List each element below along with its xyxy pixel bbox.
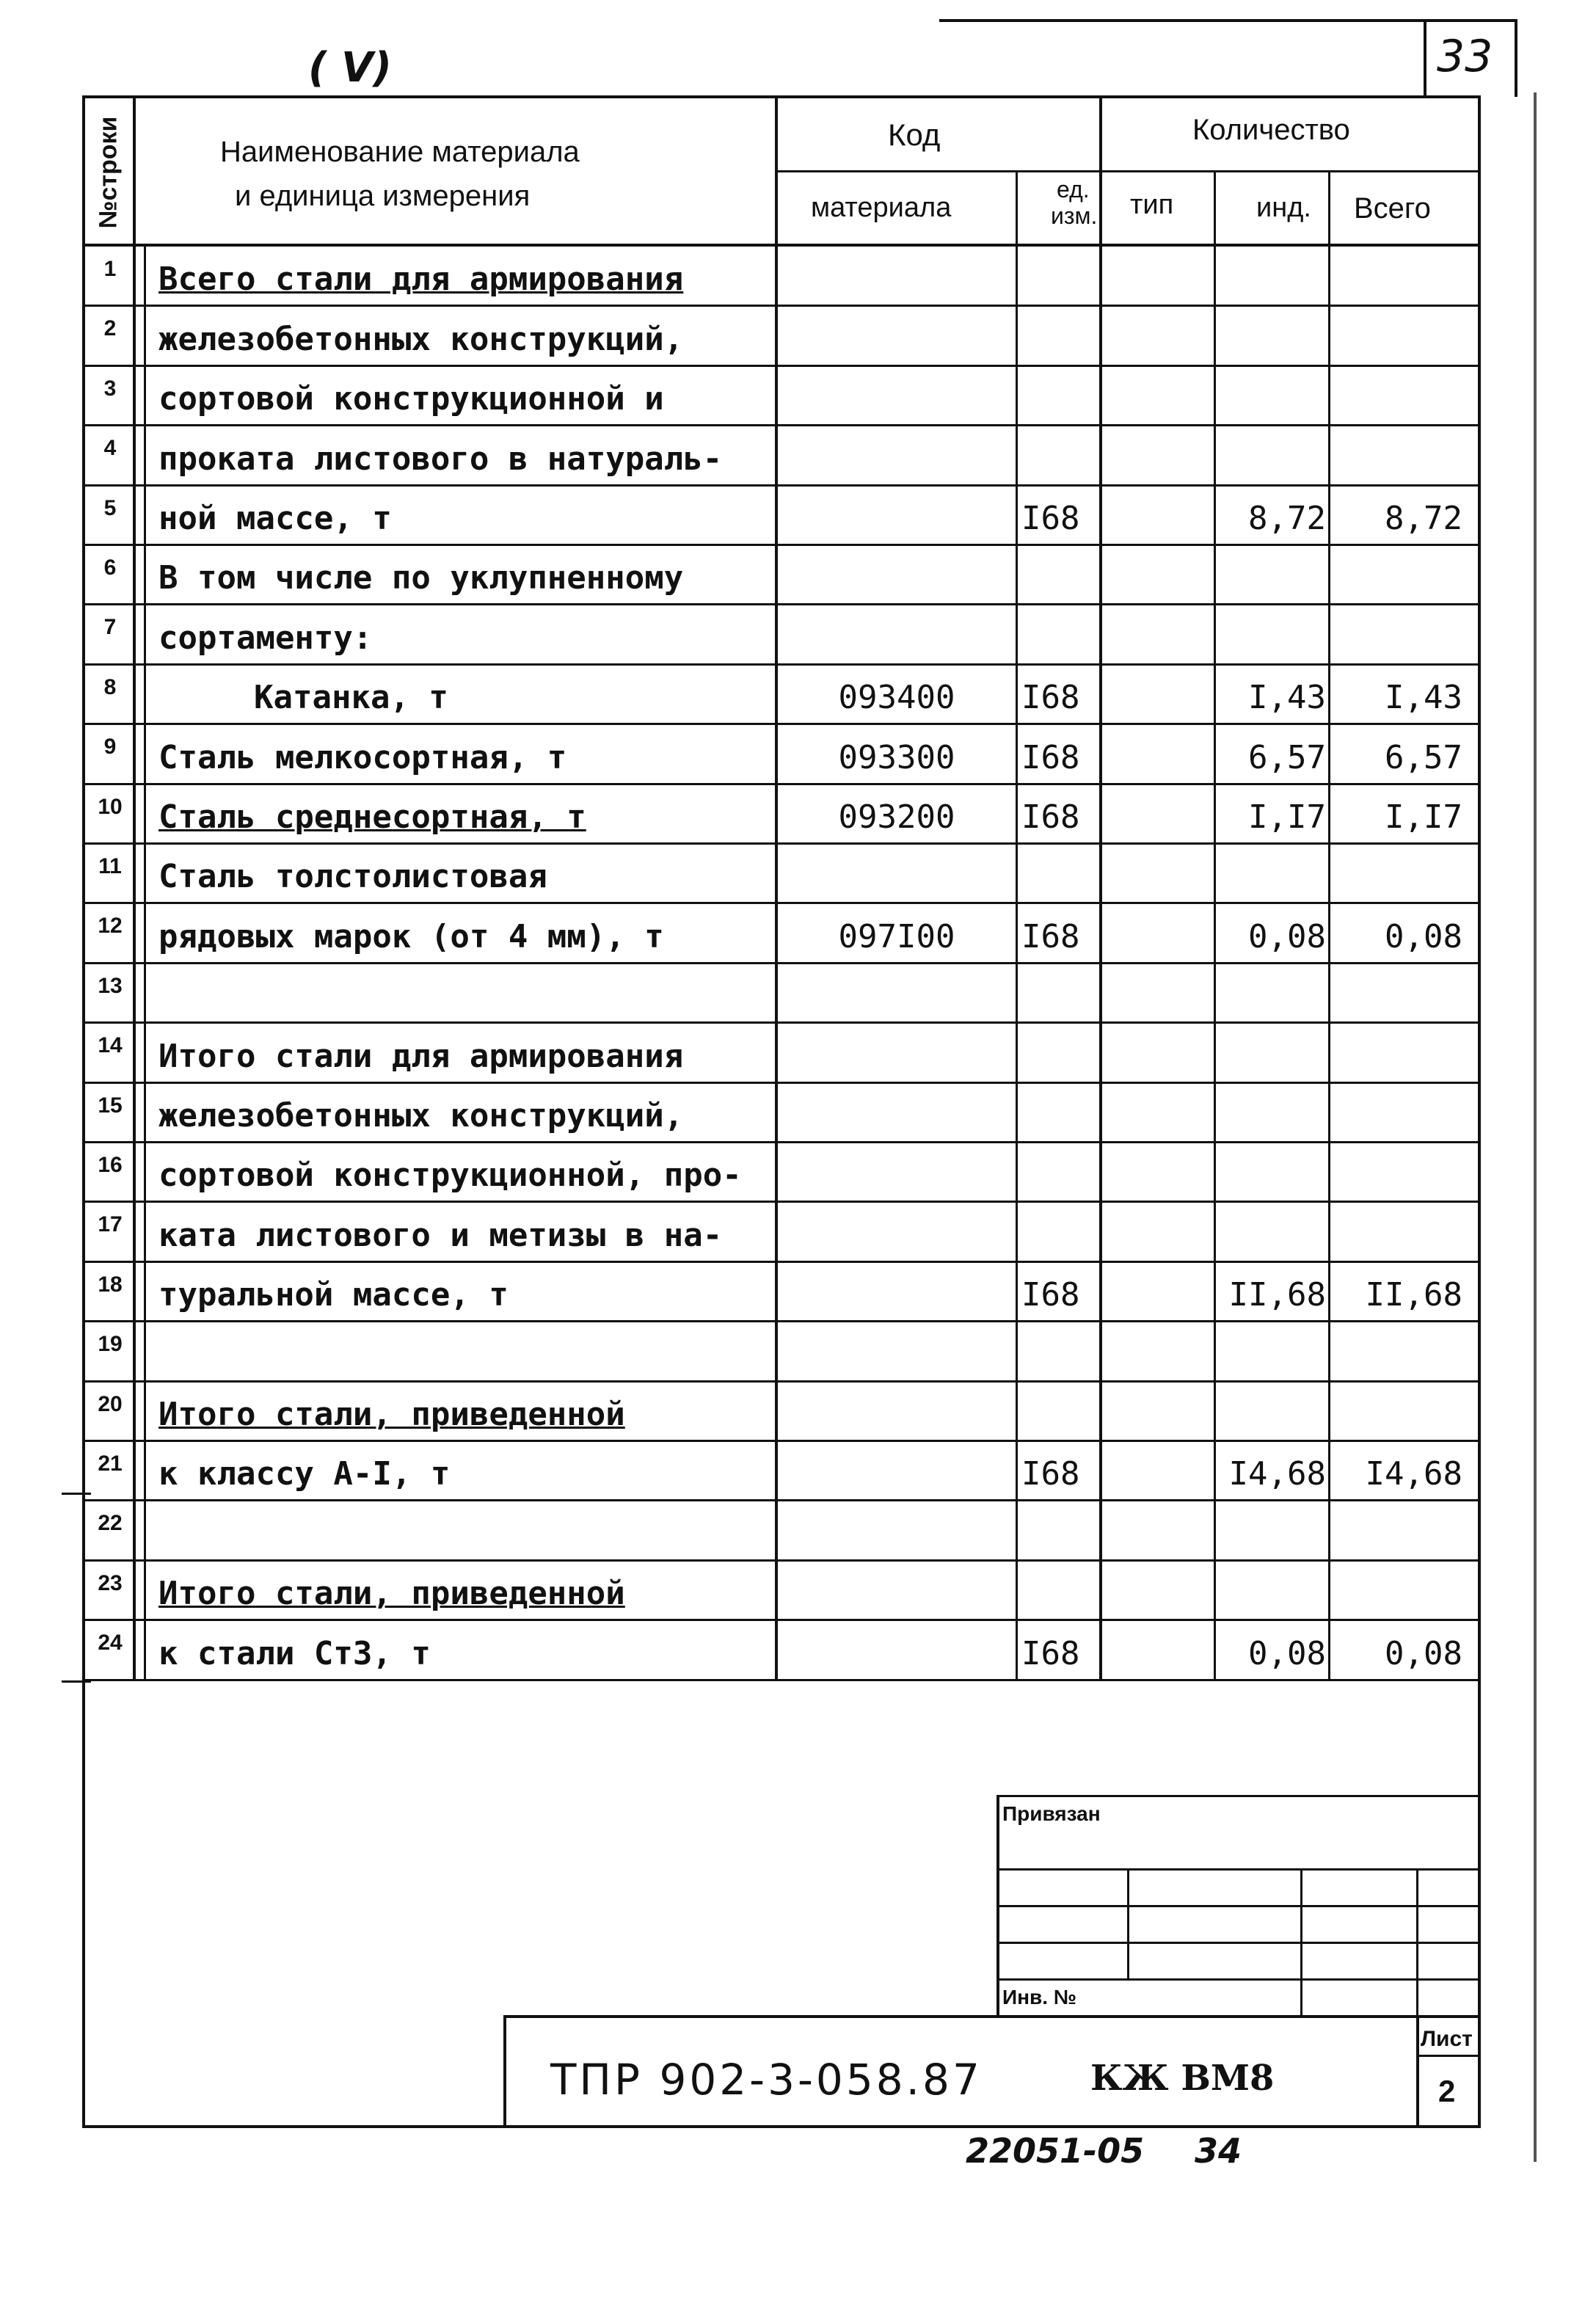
row-number: 14 [98,1033,123,1057]
row-number: 18 [98,1272,123,1297]
material-name: Сталь толстолистовая [158,858,547,895]
individual-quantity: 0,08 [1248,918,1326,955]
material-name: Катанка, т [254,679,448,716]
material-name: Сталь среднесортная, т [158,798,586,836]
total-quantity: I,43 [1385,679,1462,716]
stamp-col3 [1416,1868,1418,2015]
material-name: проката листового в натураль- [158,440,723,478]
individual-quantity: I,43 [1248,679,1326,716]
row-rule [82,723,1481,725]
margin-line [1534,92,1537,2162]
row-number: 20 [98,1392,123,1416]
header-subrule [775,170,1479,172]
material-name: рядовых марок (от 4 мм), т [158,918,664,955]
page-number: 33 [1437,31,1493,82]
page-number-box-left [1424,19,1426,97]
row-number: 5 [103,496,117,520]
row-rule [82,424,1481,426]
unit-header-line2: изм. [1051,203,1098,229]
row-number: 4 [103,436,117,460]
type-header: тип [1130,189,1174,220]
frame-bottom [82,2125,1481,2128]
row-rule [82,1261,1481,1263]
material-name: Итого стали для армирования [158,1038,684,1075]
total-quantity: 6,57 [1385,739,1462,776]
row-number: 8 [103,675,117,699]
material-name: железобетонных конструкций, [158,1097,684,1134]
unit-code: I68 [1021,500,1080,537]
row-rule [82,305,1481,307]
individual-quantity: I4,68 [1228,1455,1326,1493]
frame-top [82,95,1481,98]
archive-number: 22051-05 [966,2131,1145,2171]
row-rule [82,603,1481,605]
bound-label: Привязан [1002,1802,1101,1825]
variant-mark: ( V) [308,44,393,92]
material-code: 093300 [838,739,955,776]
row-number: 22 [98,1511,123,1535]
stamp-sheet-left [1416,2015,1419,2128]
total-quantity: 8,72 [1385,500,1462,537]
stamp-main-left [503,2015,506,2128]
unit-code: I68 [1021,1455,1080,1493]
row-rule [82,1679,1481,1681]
col-line-unit [1016,170,1018,1680]
row-rule [82,1619,1481,1621]
stamp-row1 [996,1868,1481,1871]
row-number: 9 [103,735,117,759]
material-name: Всего стали для армирования [158,261,684,298]
row-rule [82,663,1481,666]
row-number: 23 [98,1571,123,1595]
material-code: 093400 [838,679,955,716]
document-mark: КЖ ВМ8 [1090,2058,1275,2099]
name-header-line1: Наименование материала [220,136,580,168]
total-quantity: 0,08 [1385,1635,1462,1672]
row-number: 24 [98,1631,123,1655]
row-rule [82,1141,1481,1143]
stamp-row2 [996,1905,1481,1907]
individual-quantity: I,I7 [1248,798,1326,836]
stamp-main-top [503,2015,1481,2018]
row-rule [82,544,1481,546]
material-name: ката листового и метизы в на- [158,1217,723,1254]
material-name: В том числе по уклупненному [158,559,684,597]
individual-quantity: 8,72 [1248,500,1326,537]
row-rule [82,1082,1481,1084]
material-code: 093200 [838,798,955,836]
total-quantity: 0,08 [1385,918,1462,955]
sheet-label: Лист [1421,2027,1473,2051]
stamp-top [996,1795,1481,1797]
row-number: 10 [98,795,123,819]
page-number-box-right [1515,19,1517,97]
material-name: железобетонных конструкций, [158,321,684,358]
material-name: к стали Ст3, т [158,1635,431,1672]
page-number-box-top [1424,19,1517,22]
row-number: 15 [98,1093,123,1118]
material-name: туральной массе, т [158,1276,509,1314]
material-name: сортовой конструкционной, про- [158,1157,742,1194]
total-quantity: I4,68 [1365,1455,1462,1493]
row-rule [82,1021,1481,1024]
row-number: 2 [103,316,117,340]
individual-quantity: 6,57 [1248,739,1326,776]
material-name: сортаменту: [158,619,373,657]
row-rule [82,1559,1481,1562]
total-header: Всего [1354,192,1431,225]
stamp-row3 [996,1942,1481,1944]
material-name: сортовой конструкционной и [158,380,664,418]
row-rule [82,484,1481,487]
stamp-col1 [1127,1868,1129,1978]
stamp-sheet-rule [1416,2055,1481,2057]
top-rule [939,19,1424,22]
col-line-qty [1099,95,1102,1680]
col-line-rownum [133,95,136,1680]
row-number: 19 [98,1332,123,1356]
row-number: 11 [98,854,122,878]
frame-right [1478,95,1481,2128]
col-line-code [775,95,778,1680]
frame-left [82,95,85,2128]
row-number: 21 [98,1452,123,1476]
unit-code: I68 [1021,739,1080,776]
name-header-line2: и единица измерения [235,180,531,212]
unit-code: I68 [1021,679,1080,716]
row-rule [82,842,1481,845]
row-number: 3 [103,376,117,401]
unit-code: I68 [1021,798,1080,836]
total-quantity: I,I7 [1385,798,1462,836]
row-rule [82,1499,1481,1501]
material-name: Итого стали, приведенной [158,1396,625,1433]
document-code: ТПР 902-3-058.87 [550,2055,983,2105]
row-number-label: №строки [94,116,123,229]
sheet-number: 2 [1438,2074,1456,2108]
material-name: Итого стали, приведенной [158,1575,625,1612]
row-number: 7 [103,615,117,639]
material-code-header: материала [811,192,952,223]
unit-code: I68 [1021,1276,1080,1314]
unit-code: I68 [1021,918,1080,955]
archive-page: 34 [1195,2131,1242,2171]
individual-header: инд. [1256,192,1311,223]
row-rule [82,365,1481,367]
inventory-label: Инв. № [1002,1986,1077,2008]
row-number: 6 [103,556,117,580]
row-number: 12 [98,914,123,938]
row-rule [82,1320,1481,1322]
row-rule [82,1440,1481,1442]
row-number: 16 [98,1153,123,1177]
individual-quantity: II,68 [1228,1276,1326,1314]
stamp-row4 [996,1978,1481,1981]
header-bottom-rule [82,244,1481,247]
row-number: 17 [98,1212,123,1236]
row-number: 13 [98,974,123,998]
code-header: Код [888,117,941,152]
quantity-header: Количество [1192,114,1350,146]
margin-tick-1 [62,1493,91,1495]
material-code: 097I00 [838,918,955,955]
individual-quantity: 0,08 [1248,1635,1326,1672]
row-number: 1 [103,257,117,281]
margin-tick-2 [62,1680,91,1683]
unit-header-line1: ед. [1057,176,1090,203]
row-rule [82,1201,1481,1203]
stamp-col2 [1300,1868,1302,2015]
unit-code: I68 [1021,1635,1080,1672]
row-rule [82,962,1481,964]
row-rule [82,1380,1481,1383]
material-name: Сталь мелкосортная, т [158,739,567,776]
total-quantity: II,68 [1365,1276,1462,1314]
row-rule [82,902,1481,904]
material-name: ной массе, т [158,500,392,537]
material-name: к классу А-I, т [158,1455,451,1493]
row-rule [82,783,1481,785]
row-number-header [84,103,133,242]
